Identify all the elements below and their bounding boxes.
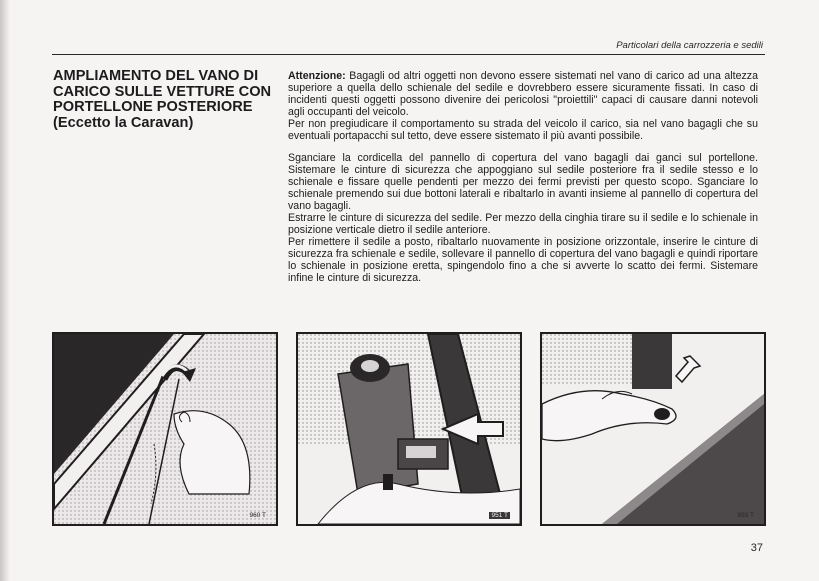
- header-rule: [52, 54, 765, 55]
- page-binding-shadow: [0, 0, 10, 581]
- show-through-text: [255, 147, 285, 257]
- paragraph-unhook-cover: Sganciare la cordicella del pannello di copertura del vano bagagli dai ganci sul portellone. Sistemare le cinture di sicurezza che appoggiano sul sedile posteriore fra il sedile stesso e lo schienale e fissare quelle pendenti per mezzo dei fermi previsti per questo scopo. Sganciare lo schienale premendo sui due bottoni laterali e ribaltarlo in avanti insieme al pannello di copertura del vano bagagli.: [288, 152, 758, 213]
- paragraph-seat-restore: Per rimettere il sedile a posto, ribaltarlo nuovamente in posizione orizzontale, inserire le cinture di sicurezza fra schienale e sedile, sollevare il pannello di copertura del vano bagagli e quindi riportare lo schienale in posizione eretta, spingendolo fino a che si avverte lo scatto dei fermi. Sistemare infine le cinture di sicurezza.: [288, 235, 758, 284]
- paragraph-load-placement: Per non pregiudicare il comportamento su strada del veicolo il carico, sia nel vano bagagli che su eventuali portapacchi sul tetto, deve essere sistemato il più avanti possibile.: [288, 117, 758, 142]
- section-title: [53, 69, 278, 131]
- seat-belt-illustration: [298, 334, 520, 524]
- attention-text: Bagagli od altri oggetti non devono essere sistemati nel vano di carico ad una altezza superiore a quella dello schienale del sedile e dovrebbero essere sicuramente fissati. In caso di incidenti questi oggetti possono divenire dei pericolosi "proiettili" capaci di causare danni notevoli agli occupanti del veicolo.: [288, 70, 758, 118]
- figure-seat-belt-buckle: [296, 332, 522, 526]
- backrest-release-illustration: [542, 334, 764, 524]
- attention-paragraph: [288, 71, 758, 119]
- section-subtitle: (Eccetto la Caravan): [53, 114, 194, 131]
- cord-hook-illustration: [54, 334, 276, 524]
- figure-backrest-release: [540, 332, 766, 526]
- figure-code: 951 T: [491, 512, 508, 519]
- attention-label: Attenzione:: [288, 70, 346, 82]
- page-number: 37: [750, 542, 763, 554]
- section-heading: AMPLIAMENTO DEL VANO DI CARICO SULLE VETTURE CON PORTELLONE POSTERIORE: [53, 68, 272, 115]
- body-text: [288, 71, 758, 284]
- figure-code: 893 T: [737, 512, 754, 519]
- figure-code: 960 T: [249, 512, 266, 519]
- paragraph-seat-up: Estrarre le cinture di sicurezza del sedile. Per mezzo della cinghia tirare su il sedile e lo schienale in posizione verticale dietro il sedile anteriore.: [288, 211, 758, 236]
- figure-cord-hook: [52, 332, 278, 526]
- running-header: Particolari della carrozzeria e sedili: [616, 40, 763, 51]
